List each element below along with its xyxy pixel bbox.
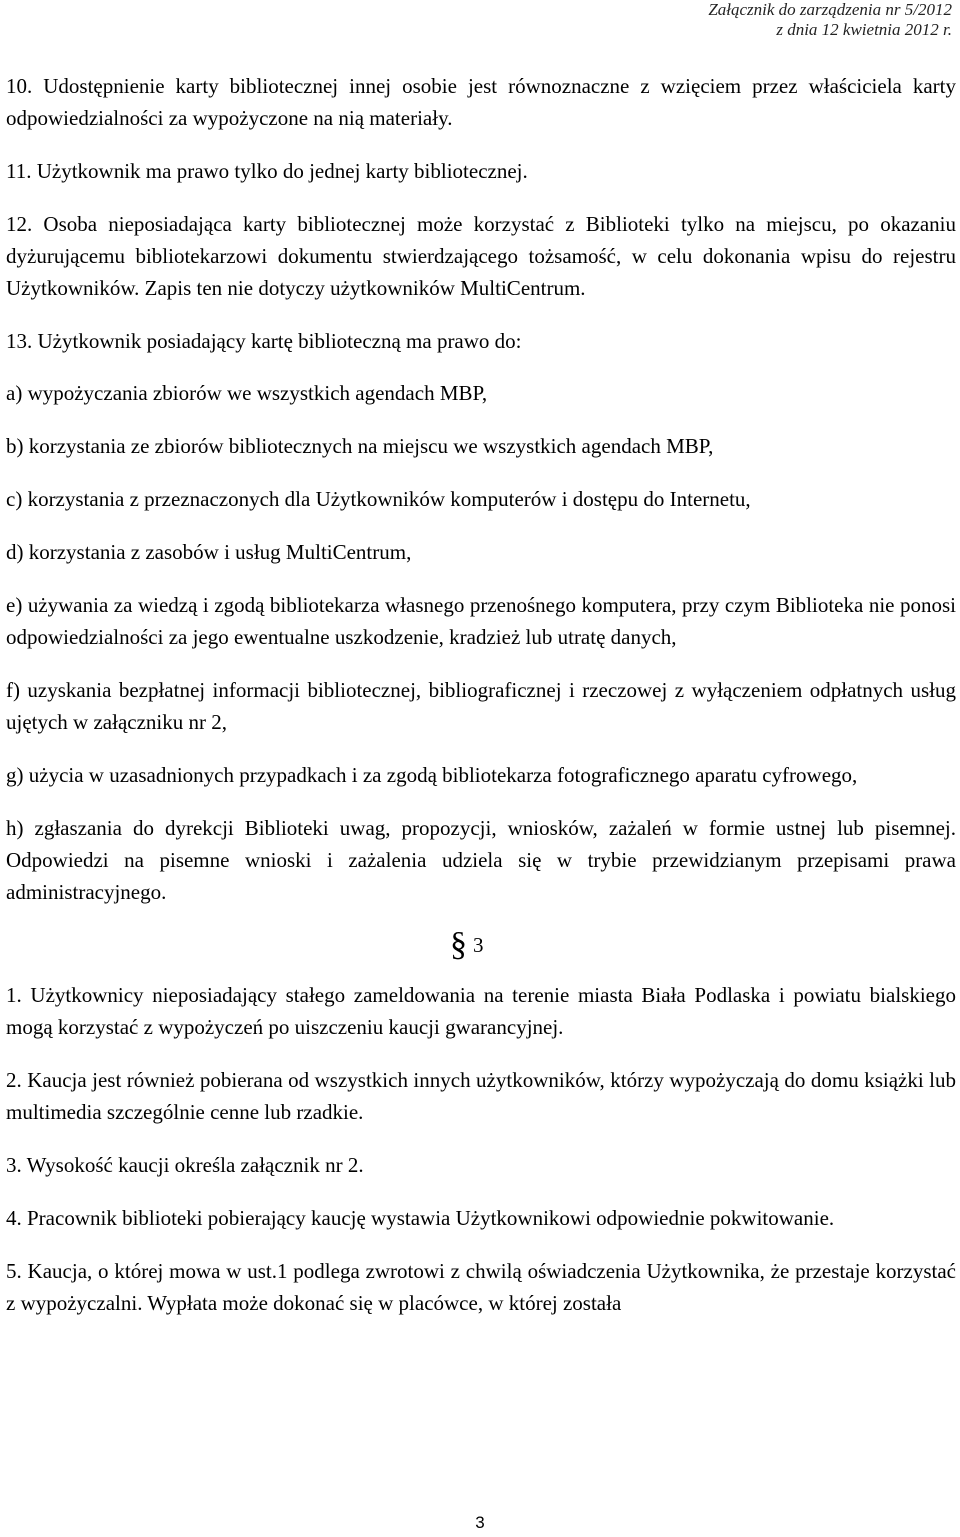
list-item-a: a) wypożyczania zbiorów we wszystkich agendach MBP, — [6, 381, 488, 405]
paragraph-12: 12. Osoba nieposiadająca karty bibliotecznej może korzystać z Biblioteki tylko na miejscu, po okazaniu dyżurującemu bibliotekarzowi dokumentu stwierdzającego tożsamość, w celu dokonania wpisu do rejestru Użytkowników. Zapis ten nie dotyczy użytkowników MultiCentrum. — [6, 212, 956, 300]
paragraph-13: 13. Użytkownik posiadający kartę biblioteczną ma prawo do: — [6, 329, 522, 353]
list-item-h: h) zgłaszania do dyrekcji Biblioteki uwag, propozycji, wniosków, zażaleń w formie ustnej lub pisemnej. Odpowiedzi na pisemne wnioski i zażalenia udziela się w trybie przewidzianym przepisami prawa administracyjnego. — [6, 816, 956, 904]
list-item-g: g) użycia w uzasadnionych przypadkach i za zgodą bibliotekarza fotograficznego aparatu cyfrowego, — [6, 763, 858, 787]
paragraph-11: 11. Użytkownik ma prawo tylko do jednej karty bibliotecznej. — [6, 159, 528, 183]
document-header — [708, 0, 952, 40]
list-item-e: e) używania za wiedzą i zgodą bibliotekarza własnego przenośnego komputera, przy czym Biblioteka nie ponosi odpowiedzialności za jego ewentualne uszkodzenie, kradzież lub utratę danych, — [6, 593, 956, 649]
section-paragraph-3: 3. Wysokość kaucji określa załącznik nr 2. — [6, 1153, 364, 1177]
section-number: 3 — [473, 933, 484, 957]
header-attachment-line: Załącznik do zarządzenia nr 5/2012 — [708, 0, 952, 19]
header-date-line: z dnia 12 kwietnia 2012 r. — [776, 20, 952, 39]
section-symbol: § — [450, 926, 467, 963]
section-paragraph-1: 1. Użytkownicy nieposiadający stałego zameldowania na terenie miasta Biała Podlaska i powiatu bialskiego mogą korzystać z wypożyczeń po uiszczeniu kaucji gwarancyjnej. — [6, 983, 956, 1039]
document-body — [6, 70, 956, 1340]
list-item-d: d) korzystania z zasobów i usług MultiCentrum, — [6, 540, 412, 564]
section-paragraph-2: 2. Kaucja jest również pobierana od wszystkich innych użytkowników, którzy wypożyczają do domu książki lub multimedia szczególnie cenne lub rzadkie. — [6, 1068, 956, 1124]
section-heading — [6, 926, 956, 963]
section-paragraph-4: 4. Pracownik biblioteki pobierający kaucję wystawia Użytkownikowi odpowiednie pokwitowanie. — [6, 1206, 835, 1230]
paragraph-10: 10. Udostępnienie karty bibliotecznej innej osobie jest równoznaczne z wzięciem przez właściciela karty odpowiedzialności za wypożyczone na nią materiały. — [6, 74, 956, 130]
list-item-b: b) korzystania ze zbiorów bibliotecznych na miejscu we wszystkich agendach MBP, — [6, 434, 714, 458]
section-paragraph-5: 5. Kaucja, o której mowa w ust.1 podlega zwrotowi z chwilą oświadczenia Użytkownika, że przestaje korzystać z wypożyczalni. Wypłata może dokonać się w placówce, w której została — [6, 1259, 956, 1315]
page-number: 3 — [475, 1513, 485, 1532]
list-item-c: c) korzystania z przeznaczonych dla Użytkowników komputerów i dostępu do Internetu, — [6, 487, 751, 511]
list-item-f: f) uzyskania bezpłatnej informacji bibliotecznej, bibliograficznej i rzeczowej z wyłączeniem odpłatnych usług ujętych w załączniku nr 2, — [6, 678, 956, 734]
